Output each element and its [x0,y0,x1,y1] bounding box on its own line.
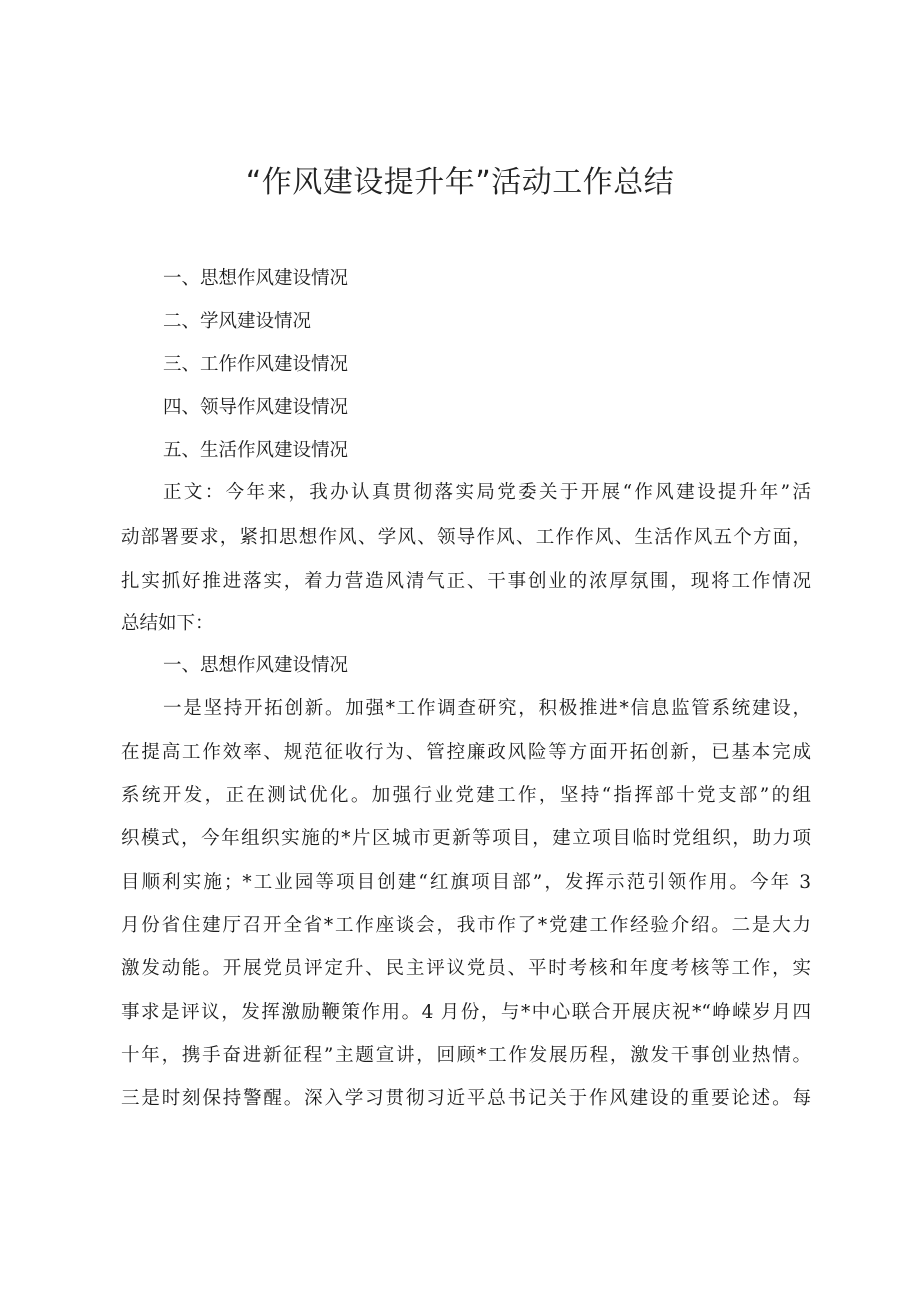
body-line: 目顺利实施；*工业园等项目创建“红旗项目部”，发挥示范引领作用。今年 3 [121,872,811,893]
body-line: 激发动能。开展党员评定升、民主评议党员、平时考核和年度考核等工作，实 [121,958,811,979]
intro-line: 扎实抓好推进落实，着力营造风清气正、干事创业的浓厚氛围，现将工作情况 [121,571,811,592]
intro-line: 动部署要求，紧扣思想作风、学风、领导作风、工作作风、生活作风五个方面， [121,527,811,548]
body-line: 一是坚持开拓创新。加强*工作调查研究，积极推进*信息监管系统建设， [163,698,811,719]
body-line: 织模式，今年组织实施的*片区城市更新等项目，建立项目临时党组织，助力项 [121,828,811,849]
outline-item: 一、思想作风建设情况 [163,268,349,289]
body-line: 在提高工作效率、规范征收行为、管控廉政风险等方面开拓创新，已基本完成 [121,742,811,763]
section-heading: 一、思想作风建设情况 [163,655,349,676]
outline-item: 五、生活作风建设情况 [163,440,349,461]
outline-item: 二、学风建设情况 [163,311,312,332]
intro-line: 正文：今年来，我办认真贯彻落实局党委关于开展“作风建设提升年”活 [163,482,811,503]
body-line: 三是时刻保持警醒。深入学习贯彻习近平总书记关于作风建设的重要论述。每 [121,1088,811,1109]
body-line: 系统开发，正在测试优化。加强行业党建工作，坚持“指挥部十党支部”的组 [121,785,811,806]
body-line: 事求是评议，发挥激励鞭策作用。4 月份，与*中心联合开展庆祝*“峥嵘岁月四 [121,1002,811,1023]
document-title: “作风建设提升年”活动工作总结 [245,165,675,200]
outline-item: 四、领导作风建设情况 [163,397,349,418]
outline-list [163,257,348,472]
intro-line: 总结如下： [121,613,214,634]
body-line: 月份省住建厅召开全省*工作座谈会，我市作了*党建工作经验介绍。二是大力 [121,915,811,936]
body-line: 十年，携手奋进新征程”主题宣讲，回顾*工作发展历程，激发干事创业热情。 [121,1045,811,1066]
outline-item: 三、工作作风建设情况 [163,354,349,375]
